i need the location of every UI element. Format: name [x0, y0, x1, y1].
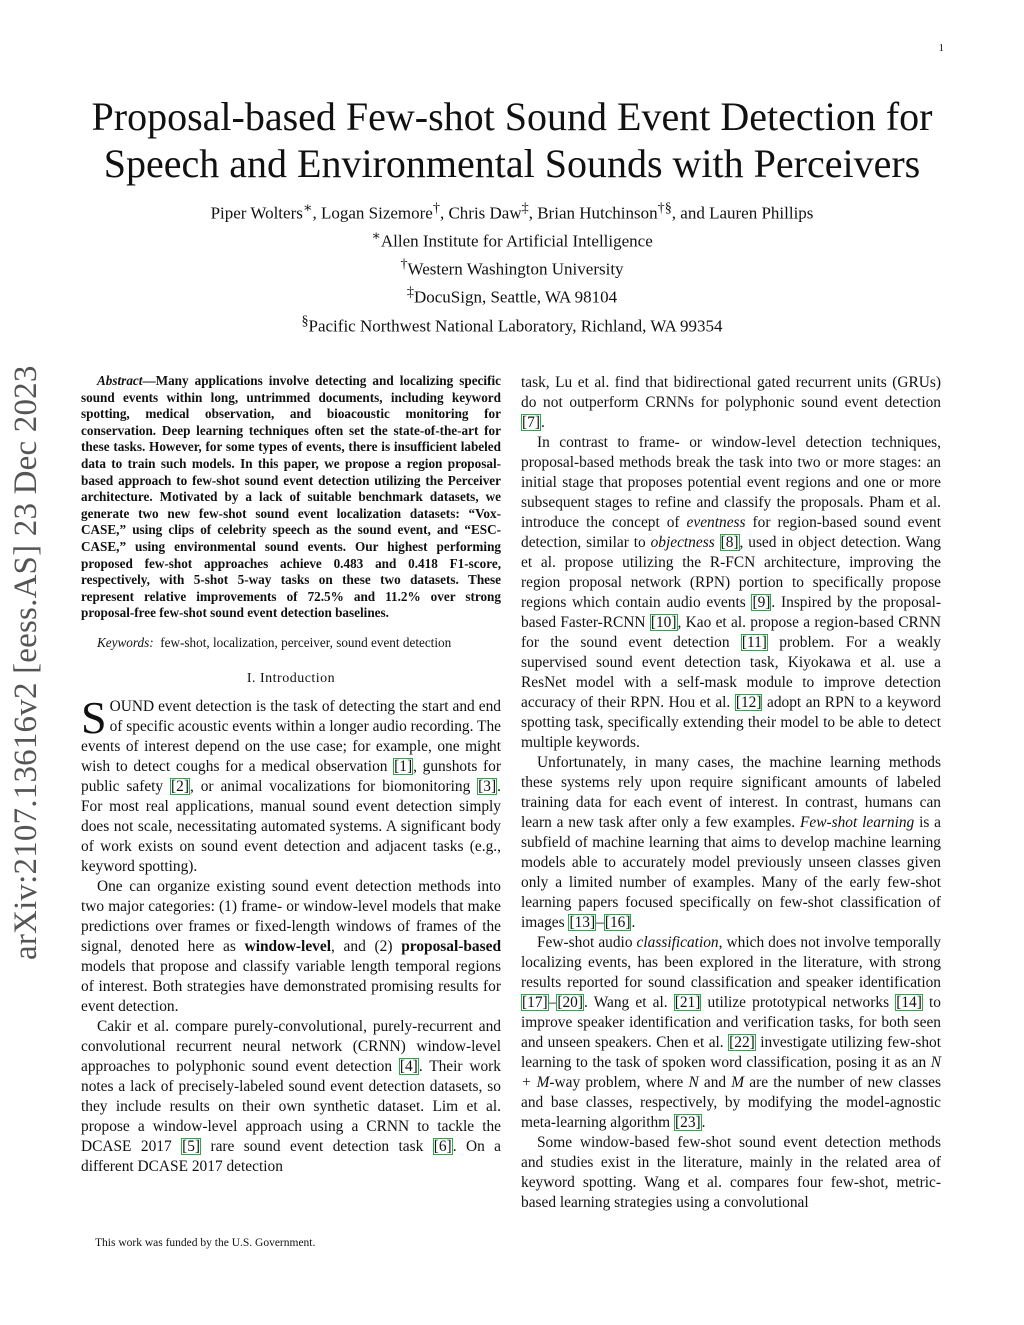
keywords: Keywords: few-shot, localization, perceiver, sound event detection — [97, 634, 452, 650]
citation-link[interactable]: [5] — [182, 1137, 201, 1155]
paper-title — [60, 93, 964, 187]
citation-link[interactable]: [23] — [675, 1114, 701, 1131]
author-block — [60, 197, 964, 338]
citation-link[interactable]: [10] — [650, 614, 677, 631]
affiliation: †Western Washington University — [400, 256, 624, 279]
citation-link[interactable]: [6] — [433, 1137, 452, 1155]
body-paragraph: Unfortunately, in many cases, the machine learning methods these systems rely upon require significant amounts of labeled training data for each event of interest. In contrast, humans can learn a new task after only a few examples. Few-shot learning is a subfield of machine learning that aims to develop machine learning models able to accurately model previously unseen classes given only a limited number of examples. Many of the early few-shot learning papers focused specifically on few-shot classification of images [13]–[16]. — [521, 754, 942, 931]
citation-link[interactable]: [14] — [896, 994, 922, 1011]
citation-link[interactable]: [22] — [729, 1034, 755, 1051]
page-number: 1 — [938, 42, 944, 54]
affiliation: §Pacific Northwest National Laboratory, Richland, WA 99354 — [301, 312, 723, 336]
citation-link[interactable]: [13] — [569, 914, 596, 931]
affiliation: ∗Allen Institute for Artificial Intelligence — [371, 228, 653, 251]
citation-link[interactable]: [12] — [735, 694, 762, 711]
arxiv-identifier: arXiv:2107.13616v2 [eess.AS] 23 Dec 2023 — [8, 365, 44, 960]
citation-link[interactable]: [16] — [604, 914, 631, 931]
right-column — [521, 373, 941, 1213]
citation-link[interactable]: [17] — [522, 994, 548, 1011]
abstract: Abstract—Many applications involve detecting and localizing specific sound events within long, untrimmed documents, including keyword spotting, medical observation, and bioacoustic monitoring for conservation. Deep learning techniques often set the state-of-the-art for these tasks. However, for some types of events, there is insufficient labeled data to train such models. In this paper, we propose a region proposal-based approach to few-shot sound event detection utilizing the Perceiver architecture. Motivated by a lack of suitable benchmark datasets, we generate two new few-shot sound event localization datasets: “Vox-CASE,” using clips of celebrity speech as the sound event, and “ESC-CASE,” using environmental sound events. Our highest performing proposed few-shot approaches achieve 0.483 and 0.418 F1-score, respectively, with 5-shot 5-way tasks on these two datasets. These represent relative improvements of 72.5% and 11.2% over strong proposal-free few-shot sound event detection baselines. — [81, 373, 501, 621]
drop-cap: S — [81, 691, 107, 743]
body-paragraph: Few-shot audio classification, which does not involve temporally localizing events, has been explored in the literature, with strong results reported for sound classification and speaker identification [17]–[20]. Wang et al. [21] utilize prototypical networks [14] to improve speaker identification and verification tasks, for both seen and unseen speakers. Chen et al. [22] investigate utilizing few-shot learning to the task of spoken word classification, posing it as an N + M-way problem, where N and M are the number of new classes and base classes, respectively, by modifying the model-agnostic meta-learning algorithm [23]. — [521, 934, 942, 1131]
citation-link[interactable]: [20] — [557, 994, 584, 1011]
title-line-1: Proposal-based Few-shot Sound Event Detection for — [91, 94, 933, 139]
intro-paragraph-2: One can organize existing sound event detection methods into two major categories: (1) frame- or window-level models that make predictions over frames or fixed-length windows of frames of the signal, denoted here as window-level, and (2) proposal-based models that propose and classify variable length temporal regions of interest. Both strategies have demonstrated promising results for event detection. — [81, 877, 502, 1015]
citation-link[interactable]: [11] — [741, 634, 767, 651]
affiliation: ‡DocuSign, Seattle, WA 98104 — [406, 284, 618, 308]
citation-link[interactable]: [1] — [394, 757, 413, 775]
body-paragraph: task, Lu et al. find that bidirectional gated recurrent units (GRUs) do not outperform CRNNs for polyphonic sound event detection [7]. — [521, 374, 941, 431]
footnote: This work was funded by the U.S. Government. — [95, 1237, 316, 1249]
title-line-2: Speech and Environmental Sounds with Perceivers — [103, 141, 921, 186]
section-heading: I. Introduction — [246, 670, 336, 686]
citation-link[interactable]: [7] — [522, 414, 540, 431]
citation-link[interactable]: [2] — [171, 777, 189, 795]
left-column — [81, 373, 501, 1177]
citation-link[interactable]: [4] — [399, 1057, 418, 1075]
intro-paragraph-3: Cakir et al. compare purely-convolutional, purely-recurrent and convolutional recurrent neural network (CRNN) window-level approaches to polyphonic sound event detection [4]. Their work notes a lack of precisely-labeled sound event detection datasets, so they include results on their own synthetic dataset. Lim et al. propose a window-level approach using a CRNN to tackle the DCASE 2017 [5] rare sound event detection task [6]. On a different DCASE 2017 detection — [81, 1017, 502, 1175]
body-paragraph: Some window-based few-shot sound event detection methods and studies exist in the literature, mainly in the related area of keyword spotting. Wang et al. compares four few-shot, metric-based learning strategies using a convolutional — [521, 1134, 941, 1211]
author-list: Piper Wolters∗, Logan Sizemore†, Chris Daw‡, Brian Hutchinson†§, and Lauren Phillips — [210, 200, 814, 223]
intro-paragraph-1: SOUND event detection is the task of detecting the start and end of specific acoustic events within a longer audio recording. The events of interest depend on the use case; for example, one might wish to detect coughs for a medical observation [1], gunshots for public safety [2], or animal vocalizations for biomonitoring [3]. For most real applications, manual sound event detection simply does not scale, necessitating automated systems. A significant body of work exists on sound event detection and adjacent tasks (e.g., keyword spotting). — [81, 691, 501, 875]
citation-link[interactable]: [8] — [720, 534, 739, 551]
body-paragraph: In contrast to frame- or window-level detection techniques, proposal-based methods break the task into two or more stages: an initial stage that proposes potential event regions and one or more subsequent stages to refine and classify the proposals. Pham et al. introduce the concept of eventness for region-based sound event detection, similar to objectness [8], used in object detection. Wang et al. propose utilizing the R-FCN architecture, improving the region proposal network (RPN) portion to specifically propose regions which contain audio events [9]. Inspired by the proposal-based Faster-RCNN [10], Kao et al. propose a region-based CRNN for the sound event detection [11] problem. For a weakly supervised sound event detection task, Kiyokawa et al. use a ResNet model with a self-mask module to improve detection accuracy of their RPN. Hou et al. [12] adopt an RPN to a keyword spotting task, specifically extending their model to be able to detect multiple keywords. — [521, 434, 942, 751]
citation-link[interactable]: [9] — [752, 594, 771, 611]
citation-link[interactable]: [21] — [674, 994, 701, 1011]
citation-link[interactable]: [3] — [478, 777, 497, 795]
